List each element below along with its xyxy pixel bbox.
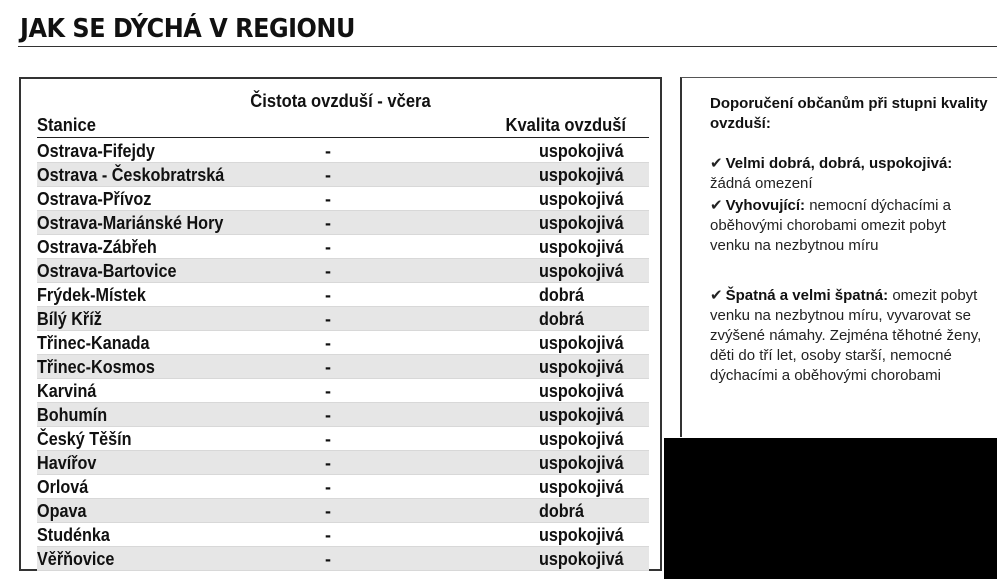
separator-dash: - <box>325 501 331 521</box>
table-title: Čistota ovzduší - včera <box>250 91 431 111</box>
recommendation-title: Doporučení občanům při stupni kvality ovzduší: <box>710 95 988 132</box>
separator-dash: - <box>325 453 331 473</box>
air-quality-value: uspokojivá <box>539 357 624 377</box>
table-row <box>37 307 649 331</box>
station-name: Studénka <box>37 525 110 545</box>
separator-dash: - <box>325 261 331 281</box>
station-name: Ostrava-Fifejdy <box>37 141 155 161</box>
station-name: Ostrava-Mariánské Hory <box>37 213 224 233</box>
air-quality-value: uspokojivá <box>539 381 624 401</box>
station-name: Český Těšín <box>37 429 132 449</box>
recommendation-text: omezit pobyt venku na nezbytnou míru, vyvarovat se zvýšené námahy. Zejména těhotné ženy, děti do tří let, osoby starší, nemocné dýchacími a oběhovými chorobami <box>710 287 982 384</box>
air-quality-value: uspokojivá <box>539 213 624 233</box>
table-row <box>37 211 649 235</box>
air-quality-value: dobrá <box>539 285 585 305</box>
station-name: Třinec-Kanada <box>37 333 150 353</box>
table-row <box>37 499 649 523</box>
station-name: Bohumín <box>37 405 108 425</box>
air-quality-value: uspokojivá <box>539 477 624 497</box>
table-row <box>37 331 649 355</box>
station-name: Karviná <box>37 381 97 401</box>
table-row <box>37 523 649 547</box>
table-rows <box>37 139 649 571</box>
table-row <box>37 283 649 307</box>
recommendation-text: žádná omezení <box>710 175 813 192</box>
separator-dash: - <box>325 405 331 425</box>
separator-dash: - <box>325 189 331 209</box>
separator-dash: - <box>325 333 331 353</box>
station-name: Havířov <box>37 453 97 473</box>
separator-dash: - <box>325 165 331 185</box>
recommendation-item <box>710 154 990 194</box>
air-quality-value: uspokojivá <box>539 165 624 185</box>
recommendation-level: Vyhovující: <box>725 197 806 214</box>
separator-dash: - <box>325 477 331 497</box>
separator-dash: - <box>325 213 331 233</box>
table-row <box>37 163 649 187</box>
station-name: Věřňovice <box>37 549 115 569</box>
table-row <box>37 403 649 427</box>
air-quality-value: dobrá <box>539 309 585 329</box>
recommendation-box <box>680 77 997 437</box>
table-row <box>37 187 649 211</box>
station-name: Třinec-Kosmos <box>37 357 155 377</box>
recommendation-level: Velmi dobrá, dobrá, uspokojivá: <box>725 155 953 172</box>
table-row <box>37 427 649 451</box>
separator-dash: - <box>325 357 331 377</box>
headline-rule <box>18 46 997 47</box>
air-quality-table <box>19 77 662 571</box>
header-rule <box>37 137 649 138</box>
table-row <box>37 379 649 403</box>
air-quality-value: uspokojivá <box>539 429 624 449</box>
table-row <box>37 259 649 283</box>
separator-dash: - <box>325 381 331 401</box>
separator-dash: - <box>325 141 331 161</box>
check-icon: ✔ <box>710 287 723 304</box>
air-quality-value: uspokojivá <box>539 141 624 161</box>
table-row <box>37 547 649 571</box>
recommendation-item <box>710 196 990 256</box>
separator-dash: - <box>325 429 331 449</box>
station-name: Ostrava-Zábřeh <box>37 237 157 257</box>
table-row <box>37 451 649 475</box>
table-row <box>37 475 649 499</box>
table-row <box>37 139 649 163</box>
separator-dash: - <box>325 549 331 569</box>
station-name: Frýdek-Místek <box>37 285 146 305</box>
redacted-black-area <box>664 438 997 579</box>
station-name: Ostrava-Přívoz <box>37 189 152 209</box>
air-quality-value: uspokojivá <box>539 333 624 353</box>
recommendation-text: nemocní dýchacími a oběhovými chorobami omezit pobyt venku na nezbytnou míru <box>710 197 951 254</box>
air-quality-value: uspokojivá <box>539 525 624 545</box>
station-name: Ostrava - Českobratrská <box>37 165 225 185</box>
air-quality-value: uspokojivá <box>539 453 624 473</box>
air-quality-value: uspokojivá <box>539 189 624 209</box>
table-row <box>37 355 649 379</box>
air-quality-value: uspokojivá <box>539 237 624 257</box>
air-quality-value: uspokojivá <box>539 549 624 569</box>
station-name: Opava <box>37 501 87 521</box>
separator-dash: - <box>325 525 331 545</box>
station-name: Ostrava-Bartovice <box>37 261 177 281</box>
air-quality-value: uspokojivá <box>539 405 624 425</box>
air-quality-value: dobrá <box>539 501 585 521</box>
air-quality-value: uspokojivá <box>539 261 624 281</box>
check-icon: ✔ <box>710 197 723 214</box>
separator-dash: - <box>325 285 331 305</box>
separator-dash: - <box>325 237 331 257</box>
column-header-quality: Kvalita ovzduší <box>505 115 626 135</box>
headline: JAK SE DÝCHÁ V REGIONU <box>20 14 355 44</box>
recommendation-item <box>710 286 990 386</box>
separator-dash: - <box>325 309 331 329</box>
column-header-station: Stanice <box>37 115 96 135</box>
table-row <box>37 235 649 259</box>
recommendation-level: Špatná a velmi špatná: <box>725 287 889 304</box>
check-icon: ✔ <box>710 155 723 172</box>
station-name: Bílý Kříž <box>37 309 102 329</box>
station-name: Orlová <box>37 477 89 497</box>
